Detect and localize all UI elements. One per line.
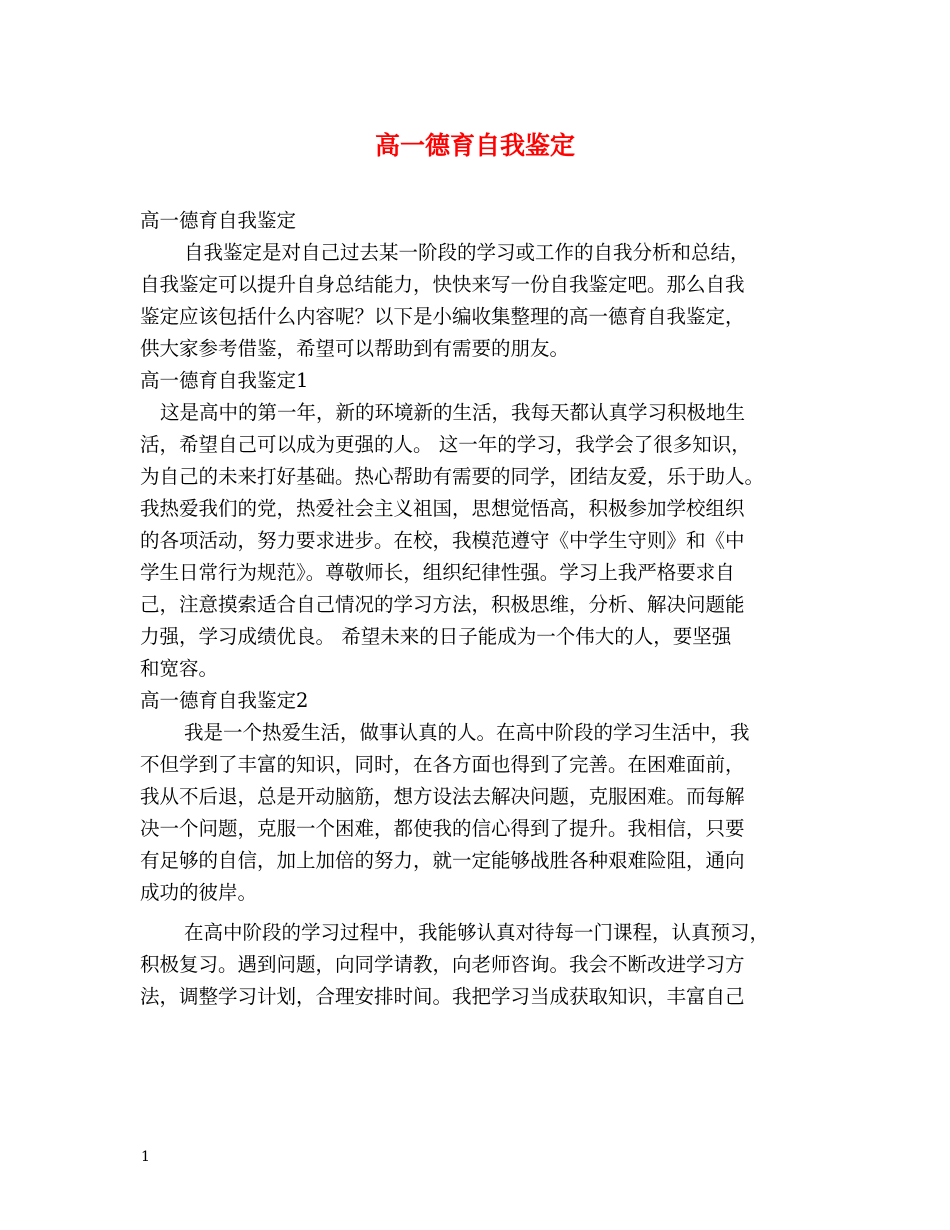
text-line: 有足够的自信，加上加倍的努力，就一定能够战胜各种艰难险阻，通向: [140, 849, 745, 872]
text-line: 法，调整学习计划，合理安排时间。我把学习当成获取知识，丰富自己: [140, 985, 745, 1008]
section-heading-2: 高一德育自我鉴定2: [140, 689, 309, 712]
text-line: 我热爱我们的党，热爱社会主义祖国，思想觉悟高，积极参加学校组织: [140, 497, 745, 520]
text-line: 学生日常行为规范》。尊敬师长，组织纪律性强。学习上我严格要求自: [140, 561, 735, 584]
document-body: [140, 205, 830, 1013]
text-line: 自我鉴定是对自己过去某一阶段的学习或工作的自我分析和总结，: [184, 241, 750, 264]
text-line: 为自己的未来打好基础。热心帮助有需要的同学，团结友爱，乐于助人。: [140, 465, 765, 488]
document-title: 高一德育自我鉴定: [374, 131, 575, 160]
text-line: 不但学到了丰富的知识，同时，在各方面也得到了完善。在困难面前，: [140, 753, 745, 776]
text-line: 这是高中的第一年，新的环境新的生活，我每天都认真学习积极地生: [160, 401, 746, 424]
text-line: 积极复习。遇到问题，向同学请教，向老师咨询。我会不断改进学习方: [140, 953, 745, 976]
section-heading-1: 高一德育自我鉴定1: [140, 369, 309, 392]
text-line: 鉴定应该包括什么内容呢？以下是小编收集整理的高一德育自我鉴定，: [140, 305, 745, 328]
text-line: 力强，学习成绩优良。 希望未来的日子能成为一个伟大的人，要坚强: [140, 625, 732, 648]
text-line: 我从不后退，总是开动脑筋，想方设法去解决问题，克服困难。而每解: [140, 785, 745, 808]
page-number: 1: [141, 1149, 150, 1165]
text-line: 在高中阶段的学习过程中，我能够认真对待每一门课程，认真预习，: [184, 921, 770, 944]
text-line: 决一个问题，克服一个困难，都使我的信心得到了提升。我相信，只要: [140, 817, 745, 840]
text-line: 活，希望自己可以成为更强的人。 这一年的学习，我学会了很多知识，: [140, 433, 751, 456]
text-line: 供大家参考借鉴，希望可以帮助到有需要的朋友。: [140, 337, 570, 360]
text-line: 和宽容。: [140, 657, 219, 680]
section-heading-intro: 高一德育自我鉴定: [140, 209, 297, 232]
text-line: 的各项活动，努力要求进步。在校，我模范遵守《中学生守则》和《中: [140, 529, 745, 552]
text-line: 己，注意摸索适合自己情况的学习方法，积极思维，分析、解决问题能: [140, 593, 745, 616]
text-line: 自我鉴定可以提升自身总结能力，快快来写一份自我鉴定吧。那么自我: [140, 273, 745, 296]
text-line: 成功的彼岸。: [140, 881, 258, 904]
text-line: 我是一个热爱生活，做事认真的人。在高中阶段的学习生活中，我: [184, 721, 750, 744]
